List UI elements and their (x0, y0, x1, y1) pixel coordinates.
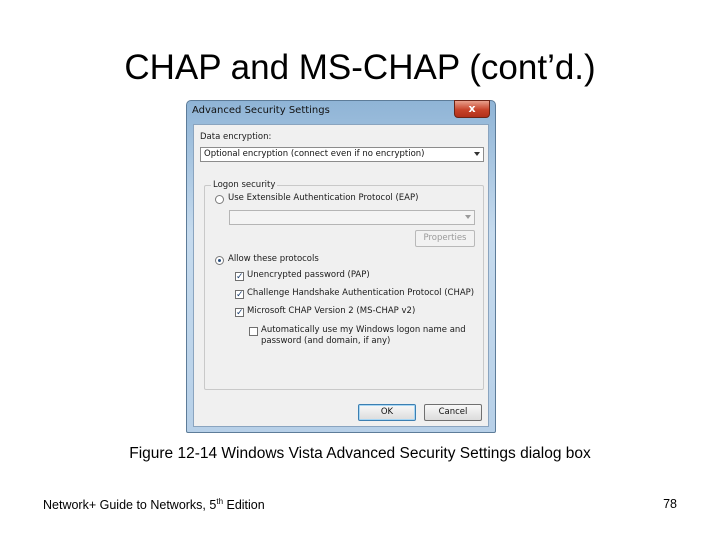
pap-label[interactable]: Unencrypted password (PAP) (247, 270, 370, 280)
ms-chap-v2-checkbox[interactable]: ✓ (236, 308, 244, 318)
allow-protocols-radio[interactable] (215, 256, 224, 265)
footer-edition-text: Edition (223, 498, 265, 513)
page-number: 78 (663, 497, 677, 511)
cancel-button[interactable]: Cancel (424, 404, 482, 421)
properties-button[interactable]: Properties (415, 230, 475, 247)
chap-checkbox[interactable]: ✓ (236, 290, 244, 300)
auto-logon-label-line2[interactable]: password (and domain, if any) (261, 336, 391, 346)
dialog-titlebar[interactable] (187, 101, 495, 123)
chap-label[interactable]: Challenge Handshake Authentication Protocol (CHAP) (247, 288, 475, 298)
eap-select[interactable] (229, 210, 475, 225)
pap-checkbox[interactable]: ✓ (236, 272, 244, 282)
chevron-down-icon (474, 152, 480, 156)
footer-book-text: Network+ Guide to Networks, 5 (43, 498, 217, 513)
logon-security-label: Logon security (213, 180, 276, 190)
data-encryption-label: Data encryption: (200, 132, 272, 142)
data-encryption-value: Optional encryption (connect even if no encryption) (204, 149, 425, 159)
close-button[interactable]: x (454, 100, 490, 118)
logon-security-group (204, 180, 484, 390)
figure-caption: Figure 12-14 Windows Vista Advanced Security Settings dialog box (129, 445, 591, 462)
allow-protocols-label[interactable]: Allow these protocols (228, 254, 319, 264)
auto-logon-label-line1[interactable]: Automatically use my Windows logon name and (261, 325, 466, 335)
eap-option-label[interactable]: Use Extensible Authentication Protocol (EAP) (228, 193, 419, 203)
dialog-client-area (193, 124, 489, 427)
chevron-down-icon (465, 215, 471, 219)
eap-radio[interactable] (215, 195, 224, 204)
footer-edition-superscript: th (216, 497, 224, 506)
data-encryption-select[interactable] (200, 147, 484, 162)
auto-logon-checkbox[interactable] (249, 327, 258, 336)
advanced-security-settings-dialog (186, 100, 496, 433)
dialog-title: Advanced Security Settings (192, 105, 330, 116)
slide-title: CHAP and MS-CHAP (cont’d.) (124, 48, 596, 87)
ms-chap-v2-label[interactable]: Microsoft CHAP Version 2 (MS-CHAP v2) (247, 306, 416, 316)
ok-button[interactable]: OK (358, 404, 416, 421)
footer-book-title (43, 497, 265, 512)
